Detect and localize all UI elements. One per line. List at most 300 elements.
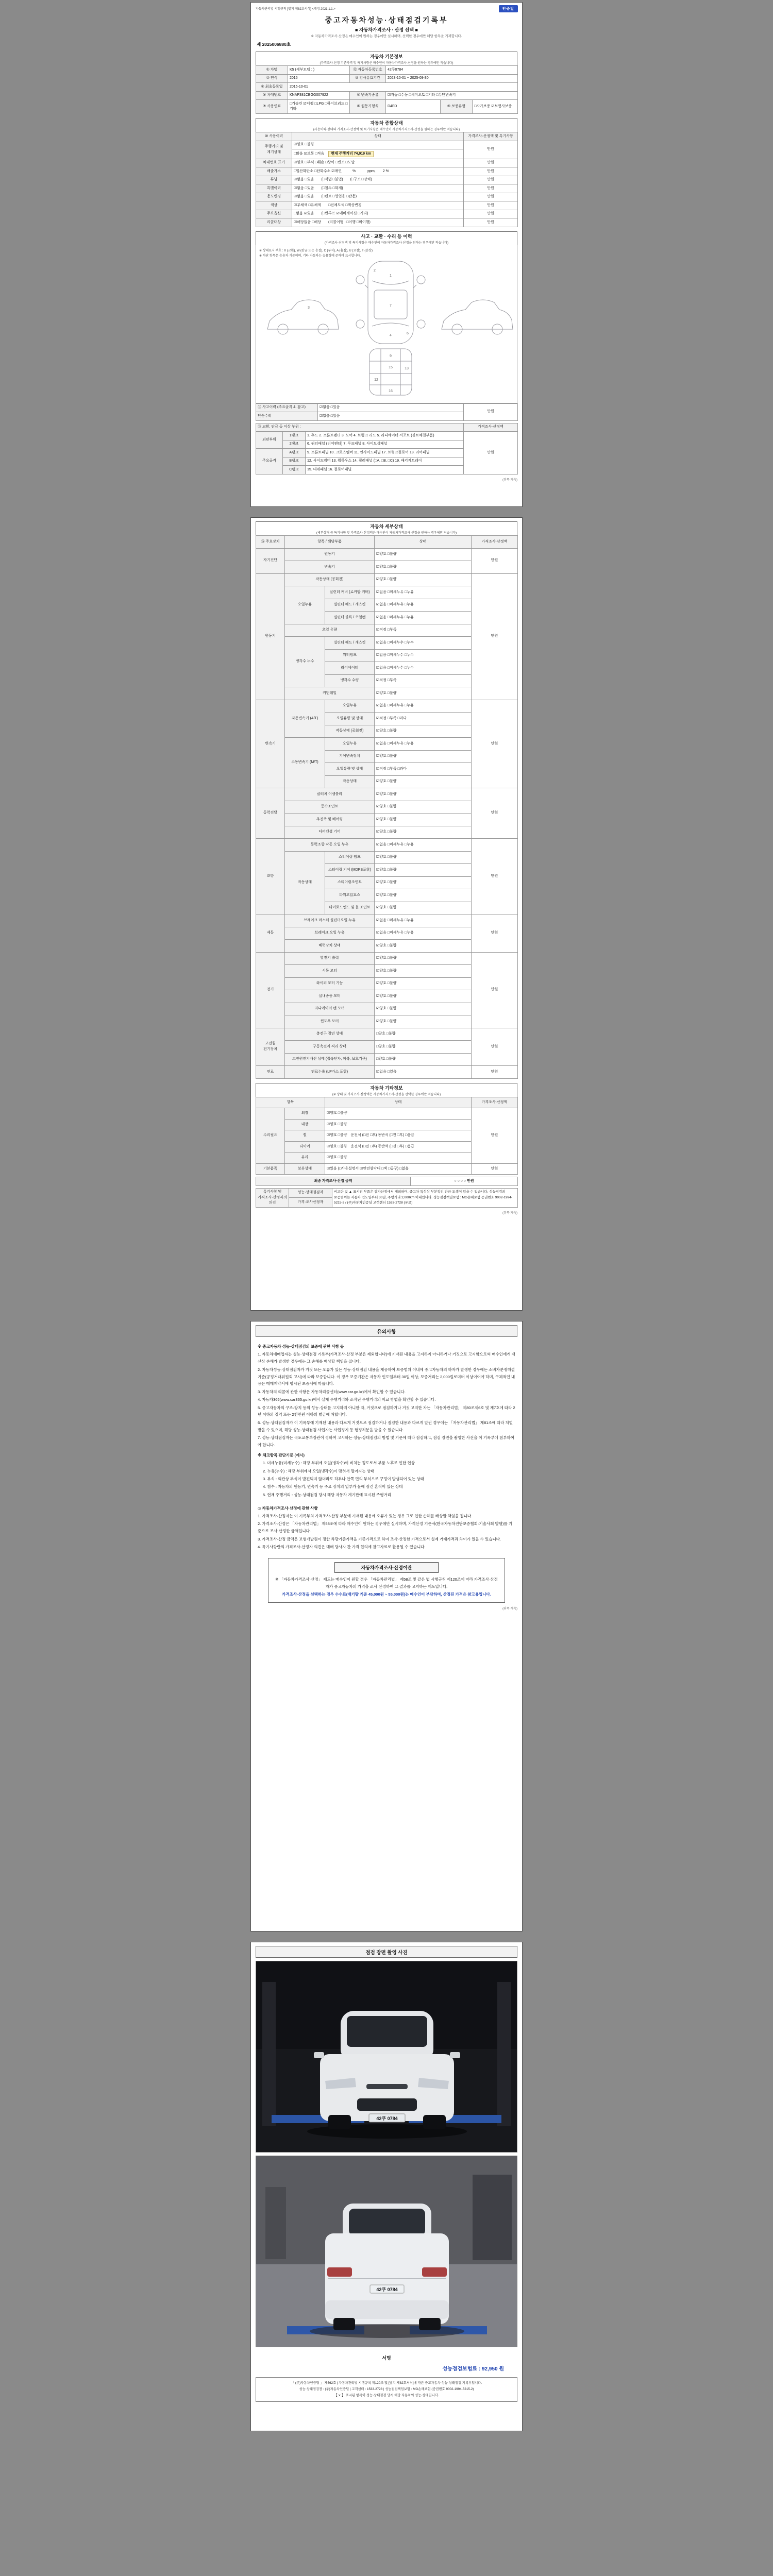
cell[interactable]: ☑적정 □부족 □과다 [375, 763, 472, 776]
cell: 오일누유 [325, 738, 375, 751]
cell: 자기진단 [256, 548, 285, 573]
cell: 만원 [464, 159, 518, 167]
cell: 색상 [256, 201, 292, 210]
section-basic-info-title: 자동차 기본정보 [370, 54, 403, 59]
cell[interactable]: □양호 □불량 [375, 1028, 472, 1041]
cell[interactable]: ☑없음 □미세누수 □누수 [375, 649, 472, 662]
wheel-icon [417, 276, 425, 284]
cell: 라디에이터 [325, 662, 375, 675]
cell[interactable]: ☑있음 (□사용설명서 ☑안전삼각대 □잭 □공구) □없음 [325, 1163, 472, 1175]
recall-checkboxes[interactable]: ☑해당없음 □해당 (리콜이행 : □이행 □미이행) [292, 218, 464, 227]
rear-window [349, 2209, 425, 2235]
special-history-checkboxes[interactable]: ☑없음 □있음 (□침수 □화재) [292, 184, 464, 193]
cell: 가격조사·산정액 및 특기사항 [464, 132, 518, 141]
section-etc-note: (※ 상태 및 가격조사·산정액은 자동차가격조사·산정을 선택한 경우에만 적습니다) [332, 1093, 441, 1096]
side-mirror [314, 2052, 324, 2058]
cell[interactable]: ☑양호 □불량 [375, 725, 472, 738]
cell[interactable]: ☑양호 □불량 [375, 814, 472, 826]
inspection-photo-front [256, 1961, 517, 2153]
cell: 최종 가격조사·산정 금액 [256, 1177, 411, 1186]
cell: 추진축 및 베어링 [285, 814, 375, 826]
cell: 윈도우 모터 [285, 1015, 375, 1028]
cell: 만원 [472, 1066, 518, 1079]
cell: 실린더 블록 / 오일팬 [325, 612, 375, 624]
grille [366, 2084, 408, 2089]
cell[interactable]: ☑양호 □불량 [325, 1108, 472, 1120]
cell: 만원 [472, 548, 518, 573]
cell[interactable]: ☑양호 □불량 [375, 864, 472, 877]
cell: 작동상태 [325, 775, 375, 788]
rear-bumper [325, 2300, 449, 2319]
cell: 수리필요 [256, 1108, 285, 1164]
issuer-badge: 인증딜 [499, 5, 518, 12]
cell: 주행거리 및 계기상태 [256, 141, 292, 159]
cell[interactable]: ☑양호 □불량 운전석 (□전 □후) 동반석 (□전 □후) □응급 [325, 1130, 472, 1142]
document-number: 제 2025006880호 [257, 42, 291, 47]
cell: 고전원 전기장치 [256, 1028, 285, 1066]
photos-title: 점검 장면 촬영 사진 [256, 1946, 517, 1958]
section-accident-title: 사고 · 교환 · 수리 등 이력 [361, 233, 412, 239]
cell[interactable]: ☑양호 □불량 [375, 1003, 472, 1015]
license-plate-number: 42쿠 0784 [376, 2287, 398, 2292]
section-detail-header [256, 521, 517, 535]
cell: ⑨ 보증유형 [441, 100, 473, 114]
transmission-checkboxes[interactable]: ☑자동 □수동 □세미오토 □기타 □무단변속기 [386, 91, 518, 100]
notice-line: 【 ∨ 】 표시된 항목이 성능·상태점검 당시 해당 자동차의 성능·상태입니다. [334, 2393, 439, 2397]
panel-number-quarter: 6 [407, 331, 409, 335]
notice-line: 성능·상태점검장 : (주)자동차인증딜 | 고객센터 : 1533-2728 | 성능점검책임보험 : MG손해보험 (증권번호 9002-1994-5215-2) [299, 2387, 474, 2391]
cell: 브레이크 오일 누유 [285, 927, 375, 940]
cell: 2023-10-01 ~ 2025-09-30 [386, 74, 518, 83]
cell: 브레이크 마스터 실린더오일 누유 [285, 914, 375, 927]
simple-repair-checkboxes[interactable]: ☑없음 □있음 [318, 412, 464, 421]
side-mirror [450, 2052, 460, 2058]
warranty-checkboxes[interactable]: □자가보증 ☑보험사보증 [473, 100, 518, 114]
notice-line: 7. 성능·상태점검자는 국토교통부장관이 정하여 고시하는 성능·상태점검의 방법 및 기준에 따라 점검하고, 점검 장면을 촬영한 사진을 이 기록부에 첨부하여야 합니다. [258, 1435, 514, 1447]
usage-change-checkboxes[interactable]: ☑없음 □있음 (□렌트 □영업용 □관용) [292, 193, 464, 201]
cell: 조향 [256, 839, 285, 914]
continue-note: (뒤쪽 계속) [502, 478, 517, 482]
cell: 오일누유 [325, 700, 375, 713]
mileage-level-checkboxes: □많음 ☑보통 □적음 [294, 151, 325, 156]
cell[interactable]: ☑없음 □미세누유 □누유 [375, 839, 472, 852]
cell: K5 (세부모델 : ) [288, 66, 350, 75]
cell: ⑫ 자동차등록번호 [350, 66, 386, 75]
panel-number-roof: 7 [390, 303, 392, 308]
inspector-opinion: 비고란 및 ▲ 표시된 부품은 감가산정에서 제외하며, 중고차 특성상 부분적인 판금·도색이 있을 수 있습니다. 성능점검의 보증범위는 자동차 인도일부터 30일, 주행거리 2,000km 이내입니다. 성능점검책임보험 : MG손해보험 증권번호 9002-1994-5215-2 / (주)자동차인증딜 고객센터 1533-2728 (유료) [332, 1188, 518, 1208]
inspection-photo-rear [256, 2156, 517, 2347]
cell: ⑯ 주요장치 [256, 536, 285, 549]
cell: 내장 [285, 1119, 325, 1130]
cell[interactable]: ☑양호 □불량 [375, 952, 472, 965]
current-mileage-value: 현재 주행거리 74,019 km [328, 151, 374, 158]
taillight [327, 2267, 352, 2277]
cell: 수동변속기 (M/T) [285, 738, 325, 788]
cell[interactable]: ☑양호 □불량 [375, 687, 472, 700]
cell: 커먼레일 [285, 687, 375, 700]
tire [419, 2318, 441, 2330]
notice-line: 6. 성능·상태점검자가 이 기록부에 기재된 내용과 다르게 거짓으로 점검하거나 점검한 내용과 다르게 알린 경우에는 「자동차관리법」 제81조에 따라 처벌받을 수 있으며, 해당 성능·상태점검 사업자는 사업정지 등 행정처분을 받을 수 있습니다. [258, 1420, 513, 1432]
cell: 만원 [464, 210, 518, 218]
cell: 실린더 헤드 / 개스킷 [325, 599, 375, 612]
cell: 만원 [464, 201, 518, 210]
car-right-profile-outline [442, 300, 513, 329]
cell: 상태 [325, 1097, 472, 1108]
cell: 보유상태 [285, 1163, 325, 1175]
panel-number-trunk: 4 [390, 333, 392, 337]
cell: ⑤ 차대번호 [256, 91, 288, 100]
cell: 항목 / 해당부품 [285, 536, 375, 549]
cell[interactable]: ☑양호 □불량 [375, 851, 472, 864]
notice-line: 3. 가격조사·산정 금액은 보험개발원이 정한 차량기준가액을 기준가격으로 하여 조사·산정한 가격으로서 실제 거래가격과 차이가 있을 수 있습니다. [258, 1536, 501, 1541]
cell[interactable]: □양호 □불량 [375, 1053, 472, 1066]
cell: 2015-10-01 [288, 83, 518, 92]
cell[interactable]: ☑양호 □불량 [375, 775, 472, 788]
cell[interactable]: ☑양호 □불량 [375, 902, 472, 914]
cell: 연료누출 (LP가스 포함) [285, 1066, 375, 1079]
cell: 구동축전지 격리 상태 [285, 1041, 375, 1054]
tuning-checkboxes[interactable]: ☑없음 □있음 (□적법 □불법) (□구조 □장치) [292, 176, 464, 184]
cell[interactable]: ☑없음 □미세누유 □누유 [375, 927, 472, 940]
opinion-table [256, 1188, 518, 1208]
notice-line: ※ 중고자동차 성능·상태점검의 보증에 관한 사항 등 [258, 1344, 344, 1349]
overall-condition-table [256, 132, 518, 227]
cell: 만원 [472, 700, 518, 788]
wheel-icon [356, 320, 364, 328]
section-accident-note: (가격조사·산정액 및 특기사항은 매수인이 자동차가격조사·산정을 원하는 경우에만 적습니다) [325, 241, 448, 245]
document-column [250, 0, 523, 2431]
car-damage-diagram [259, 258, 520, 398]
cell: 시동 모터 [285, 965, 375, 978]
cell: 튜닝 [256, 176, 292, 184]
cell[interactable]: ☑양호 □불량 [375, 876, 472, 889]
notice-line: 3. 부식 : 외관상 부식이 발견되지 않더라도 하부나 안쪽 면의 부식으로 구멍이 발생되어 있는 상태 [263, 1476, 424, 1481]
cell: ⑥ 변속기종류 [350, 91, 386, 100]
cell[interactable]: ☑없음 □미세누유 □누유 [375, 914, 472, 927]
cell: 가격조사·산정액 [464, 423, 518, 432]
cell[interactable]: ☑없음 □미세누유 □누유 [375, 586, 472, 599]
cell: 오일유량 및 상태 [325, 713, 375, 725]
panel-number-hood: 1 [390, 274, 392, 278]
cell: 자동변속기 (A/T) [285, 700, 325, 738]
cell: 작동상태 (공회전) [285, 573, 375, 586]
tire [328, 2115, 351, 2129]
cell: 15. 대쉬패널 16. 플로어패널 [306, 466, 464, 474]
color-checkboxes[interactable]: ☑무채색 □유채색 □전체도색 □색상변경 [292, 201, 464, 210]
cell: 만원 [472, 1108, 518, 1164]
cell: 실내송풍 모터 [285, 990, 375, 1003]
odometer-state-checkboxes[interactable]: ☑양호 □불량 [292, 141, 464, 149]
cell: 파워고압호스 [325, 889, 375, 902]
cell[interactable]: ☑양호 □불량 [375, 826, 472, 839]
cell[interactable]: ☑양호 □불량 [375, 548, 472, 561]
price-assessment-info-box [268, 1558, 505, 1603]
cell[interactable]: ☑적정 □부족 □과다 [375, 713, 472, 725]
form-reference: 자동차관리법 시행규칙 [별지 제82호서식] <개정 2021.1.1.> [256, 8, 335, 11]
cell: 라디에이터 팬 모터 [285, 1003, 375, 1015]
cell: 유리 [285, 1153, 325, 1164]
car-left-profile-outline [267, 300, 339, 329]
notice-line: ※ 체크항목 판단기준 (예시) [258, 1452, 305, 1458]
continue-note: (뒤쪽 계속) [502, 1607, 517, 1611]
cell: 주요옵션 [256, 210, 292, 218]
cell[interactable]: ☑없음 □있음 [375, 1066, 472, 1079]
cell: 만원 [472, 573, 518, 700]
registration-number: 42쿠0784 [386, 66, 518, 75]
cell: 만원 [472, 914, 518, 953]
cell: 변속기 [285, 561, 375, 574]
notice-line: ※ 「자동차가격조사·산정」 제도는 매수인이 원할 경우 「자동차관리법」 제58조 및 같은 법 시행규칙 제120조에 따라 가격조사·산정자가 중고자동차의 가격을 조사·산정하여 그 결과를 고지하는 제도입니다. [275, 1577, 498, 1589]
cell: 만원 [464, 176, 518, 184]
cell: 충전구 절연 상태 [285, 1028, 375, 1041]
cell[interactable]: ☑없음 □미세누수 □누수 [375, 637, 472, 650]
cell[interactable]: ☑양호 □불량 [325, 1153, 472, 1164]
cell: 만원 [464, 167, 518, 176]
section-etc-header [256, 1083, 517, 1097]
cell: 동력전달 [256, 788, 285, 839]
cell: C랭크 [283, 466, 306, 474]
cell[interactable]: ☑양호 □불량 [375, 561, 472, 574]
basic-info-table [256, 65, 518, 114]
sheet-page-3 [250, 1321, 523, 1931]
section-basic-info-header [256, 52, 517, 65]
notice-line: 가격조사·산정을 선택하는 경우 수수료(배기량 기준 45,000원 ~ 55,000원)는 매수인이 부담하며, 산정된 가격은 참고용입니다. [282, 1592, 491, 1597]
cell: 성능·상태점검자 [289, 1188, 332, 1198]
cell: 와이퍼 모터 기능 [285, 977, 375, 990]
cell: 1. 후드 2. 프론트펜더 3. 도어 4. 트렁크 리드 5. 라디에이터 서포트 (볼트체결부품) [306, 432, 464, 440]
cell: 냉각수 수량 [325, 674, 375, 687]
cell: 9. 프론트패널 10. 크로스멤버 11. 인사이드패널 17. 트렁크플로어 18. 리어패널 [306, 449, 464, 457]
cell: 배출가스 [256, 167, 292, 176]
cell: 만원 [464, 193, 518, 201]
cell: 연료 [256, 1066, 285, 1079]
wheel-icon [356, 276, 364, 284]
cell[interactable]: ☑없음 □미세누유 □누유 [375, 599, 472, 612]
cell: B랭크 [283, 457, 306, 466]
notice-line: 4. 침수 : 자동차의 원동기, 변속기 등 주요 장치의 일부가 물에 잠긴 흔적이 있는 상태 [263, 1484, 403, 1489]
section-detail-note: (세부상태 중 특기사항 및 가격조사·산정액은 매수인이 자동차가격조사·산정을 원하는 경우에만 적습니다) [316, 532, 457, 535]
tire [423, 2115, 446, 2129]
cell: 고전원전기배선 상태 (접속단자, 피복, 보호기구) [285, 1053, 375, 1066]
cell: 특기사항 및 가격조사·산정자의 의견 [256, 1188, 289, 1208]
cell: ⑮ 교환, 판금 등 이상 부위 : [256, 423, 464, 432]
cell: ⑭ 사고이력 (주요골격 4. 참고) [256, 403, 318, 412]
garage-cabinet [265, 2187, 286, 2259]
cell: 원동기 [285, 548, 375, 561]
cell[interactable]: ☑양호 □불량 [375, 801, 472, 814]
price-assessment-box-title: 자동차가격조사·산정이란 [334, 1562, 439, 1573]
vin: KNAP381CBGG007922 [288, 91, 350, 100]
signature-label[interactable]: 서명 [382, 2355, 391, 2361]
cell: 2랭크 [283, 440, 306, 449]
cell: 만원 [472, 952, 518, 1028]
notice-line: 4. 특기사항란의 가격조사·산정자 의견은 매매 당사자 간 가격 협의에 참고자료로 활용될 수 있습니다. [258, 1544, 426, 1549]
cell: 기본품목 [256, 1163, 285, 1175]
cell: ② 연식 [256, 74, 288, 83]
notice-line: ◎ 자동차가격조사·산정에 관한 사항 [258, 1505, 318, 1511]
taillight [422, 2267, 447, 2277]
cell: 전기 [256, 952, 285, 1028]
notice-line: 1. 자동차매매업자는 성능·상태점검 기록부(가격조사·산정 부분은 제외합니다)에 기재된 내용을 고지하지 아니하거나 거짓으로 고지함으로써 매수인에게 재산상 손해가 발생한 경우에는 그 손해를 배상할 책임을 집니다. [258, 1352, 515, 1364]
diagram-legend-2: ※ 하단 항목은 승용차 기준이며, 기타 자동차는 승용형에 준하여 표시합니다. [259, 254, 361, 258]
fineprint-box [256, 2377, 517, 2402]
cell: 기어변속장치 [325, 750, 375, 763]
cell: 상태 [375, 536, 472, 549]
cell: 휠 [285, 1130, 325, 1142]
cell[interactable]: ☑없음 □미세누수 □누수 [375, 662, 472, 675]
cell: 항목 [256, 1097, 325, 1108]
diagram-legend: ※ 상태표시 부호 : X (교환), W (판금 또는 용접), C (부식), A (흠집), U (요철), T (손상) [259, 249, 373, 252]
cell[interactable]: ☑양호 □불량 [375, 788, 472, 801]
cell: 가격·조사산정자 [289, 1198, 332, 1208]
cell: 1랭크 [283, 432, 306, 440]
cell: 외장 [285, 1108, 325, 1120]
cell: 제동 [256, 914, 285, 953]
page-title: 중고자동차성능·상태점검기록부 [325, 16, 448, 24]
panel-rank-table [256, 423, 518, 474]
tire [333, 2318, 355, 2330]
cell: 오일누유 [285, 586, 325, 624]
cell: ③ 검사유효기간 [350, 74, 386, 83]
emission-checkboxes[interactable]: □일산화탄소 □탄화수소 ☑매연 % ppm, 2 % [292, 167, 464, 176]
garage-door [473, 2175, 512, 2260]
cell[interactable]: 12. 사이드멤버 13. 휠하우스 14. 필러패널 (□A, □B, □C) 19. 패키지트레이 [306, 457, 464, 466]
final-assessed-price: ○ ○ ○ ○ 만원 [411, 1177, 518, 1186]
cell: 만원 [464, 184, 518, 193]
car-top-view-outline [368, 261, 413, 344]
cell[interactable]: ☑양호 □불량 [375, 965, 472, 978]
etc-info-table [256, 1097, 518, 1175]
cell[interactable]: ☑양호 □불량 [375, 750, 472, 763]
cell[interactable]: ☑양호 □불량 [375, 940, 472, 953]
accident-history-checkboxes[interactable]: ☑없음 □있음 [318, 403, 464, 412]
cell: A랭크 [283, 449, 306, 457]
section-etc-title: 자동차 기타정보 [370, 1085, 403, 1091]
cell: 디퍼렌셜 기어 [285, 826, 375, 839]
cell: 냉각수 누수 [285, 637, 325, 687]
cell: ⑧ 원동기형식 [350, 100, 386, 114]
inspection-insurance-fee: 성능점검보험료 : 92,950 원 [442, 2366, 504, 2372]
cell: 클러치 어셈블리 [285, 788, 375, 801]
cell[interactable]: ☑양호 □불량 운전석 (□전 □후) 동반석 (□전 □후) □응급 [325, 1141, 472, 1153]
options-checkboxes[interactable]: □없음 ☑있음 (□썬루프 ☑네비게이션 □기타) [292, 210, 464, 218]
lower-grille [357, 2098, 417, 2111]
panel-number-front-fender: 2 [374, 268, 376, 273]
notice-line: 2. 누유(누수) : 해당 부위에서 오일(냉각수)이 맺혀서 떨어지는 상태 [263, 1468, 375, 1473]
cell[interactable]: ☑적정 □부족 [375, 674, 472, 687]
cell: 단순수리 [256, 412, 318, 421]
notice-line: 2. 자동차성능·상태점검자가 거짓 또는 오류가 있는 성능·상태점검 내용을 제공하여 보증범위 이내에 중고자동차의 하자가 발생한 경우에는 소비자분쟁해결기준(공정거래위원회 고시)에 따라 보증합니다. 이 경우 보증기간은 자동차 인도일부터 30일 이상, 보증거리는 2,000킬로미터 이상이어야 하며, 구체적인 내용은 매매계약서에 명시된 보증서에 따릅니다. [258, 1367, 515, 1386]
cell: 만원 [464, 141, 518, 159]
cell: 만원 [472, 839, 518, 914]
cell: 배력장치 상태 [285, 940, 375, 953]
cell: 스티어링조인트 [325, 876, 375, 889]
sheet-page-4 [250, 1942, 523, 2431]
section-basic-info-note: (가격조사·산정 기준가격 및 특기사항은 매수인이 자동차가격조사·산정을 원하는 경우에만 적습니다) [320, 62, 453, 65]
cell: 작동상태 [285, 851, 325, 914]
cell[interactable]: ☑양호 □불량 [325, 1119, 472, 1130]
section-overall-title: 자동차 종합상태 [370, 121, 403, 126]
section-overall-header [256, 118, 517, 132]
cell: ⑩ 사용이력 [256, 132, 292, 141]
cell[interactable]: ☑양호 □불량 [375, 1015, 472, 1028]
cell: 주요골격 [256, 449, 283, 474]
notice-line: 5. 현재 주행거리 : 성능·상태점검 당시 해당 자동차 계기판에 표시된 주행거리 [263, 1492, 392, 1497]
windshield [347, 2016, 427, 2047]
cell[interactable]: ☑양호 □불량 [375, 977, 472, 990]
cell: 실린더 헤드 / 개스킷 [325, 637, 375, 650]
cell: 차대번호 표기 [256, 159, 292, 167]
cell: 만원 [464, 218, 518, 227]
cell: 2016 [288, 74, 350, 83]
vin-marking-checkboxes[interactable]: ☑양호 □부식 □훼손 □상이 □변조 □도말 [292, 159, 464, 167]
continue-note: (뒤쪽 계속) [502, 1212, 517, 1215]
notice-line: 5. 중고자동차의 구조·장치 등의 성능·상태를 고지하지 아니한 자, 거짓으로 점검하거나 거짓 고지한 자는 「자동차관리법」 제80조제6호 및 제7호에 따라 2년 이하의 징역 또는 2천만원 이하의 벌금에 처합니다. [258, 1405, 515, 1417]
cell[interactable]: ☑양호 □불량 [375, 573, 472, 586]
cell[interactable]: □양호 □불량 [375, 1041, 472, 1054]
panel-number-wheelhouse: 13 [405, 366, 409, 370]
notice-line: 4. 자동차365(www.car365.go.kr)에서 실제 주행거리와 조작된 주행거리의 비교 방법을 확인할 수 있습니다. [258, 1397, 436, 1402]
cell: 실린더 커버 (로커암 커버) [325, 586, 375, 599]
cell: 등속조인트 [285, 801, 375, 814]
cell: 만원 [464, 432, 518, 474]
cell: 오일 유량 [285, 624, 375, 637]
cell: 변속기 [256, 700, 285, 788]
cell: 용도변경 [256, 193, 292, 201]
notice-line: 1. 가격조사·산정자는 이 기록부의 가격조사·산정 부분에 기재된 내용에 오류가 있는 경우 그로 인한 손해를 배상할 책임을 집니다. [258, 1513, 473, 1518]
cell: 워터펌프 [325, 649, 375, 662]
cell: 오일유량 및 상태 [325, 763, 375, 776]
notice-line: 「 (주)자동차인증딜 」 제562호 | 자동차관리법 시행규칙 제120조 및 [별지 제82호서식]에 따른 중고자동차 성능·상태점검 기록부입니다. [291, 2381, 482, 2385]
panel-number-front-panel: 9 [390, 354, 392, 358]
section-detail-title: 자동차 세부상태 [370, 524, 403, 529]
cell[interactable]: ☑없음 □미세누유 □누유 [375, 700, 472, 713]
cell: 발전기 출력 [285, 952, 375, 965]
cell[interactable]: ☑없음 □미세누유 □누유 [375, 738, 472, 751]
notice-line: 1. 미세누유(미세누수) : 해당 부위에 오일(냉각수)이 비치는 정도로서 부품 노후로 인한 현상 [263, 1461, 415, 1466]
cell: 리콜대상 [256, 218, 292, 227]
cell: 원동기 [256, 573, 285, 700]
cell[interactable]: ☑없음 □미세누유 □누유 [375, 612, 472, 624]
cell[interactable]: ☑양호 □불량 [375, 990, 472, 1003]
sheet-page-1 [250, 2, 523, 507]
cell: 6. 쿼터패널 (리어펜더) 7. 루프패널 8. 사이드실패널 [306, 440, 464, 449]
panel-number-side-member: 12 [374, 378, 378, 382]
cell: D4FD [386, 100, 441, 114]
cell: 타이어 [285, 1141, 325, 1153]
cell: 가격조사·산정액 [472, 1097, 518, 1108]
section-overall-note: (사용이력·상태의 가격조사·산정액 및 특기사항은 매수인이 자동차가격조사·산정을 원하는 경우에만 적습니다) [313, 128, 460, 131]
fuel-checkboxes[interactable]: □가솔린 ☑디젤 □LPG □하이브리드 □기타 [288, 100, 350, 114]
car-diagram-box [256, 245, 517, 403]
final-price-table [256, 1177, 518, 1186]
cell: 스티어링 기어 (MDPS포함) [325, 864, 375, 877]
cell: 외판부위 [256, 432, 283, 449]
cell: ④ 최초등록일 [256, 83, 288, 92]
page-subtitle-note: ※ 자동차가격조사·산정은 매수인이 원하는 경우에만 실시하며, 선택한 경우에만 해당 항목을 기재합니다. [311, 35, 462, 38]
cell[interactable]: ☑양호 □불량 [375, 889, 472, 902]
cell: ① 차명 [256, 66, 288, 75]
mileage-row[interactable] [292, 149, 464, 159]
cell: 만원 [472, 1163, 518, 1175]
notice-body [256, 1337, 517, 1551]
cell: 동력조향 작동 오일 누유 [285, 839, 375, 852]
notice-line: 3. 자동차의 리콜에 관한 사항은 자동차리콜센터(www.car.go.kr)에서 확인할 수 있습니다. [258, 1389, 406, 1394]
cell: 특별이력 [256, 184, 292, 193]
sheet-page-2 [250, 517, 523, 1311]
cell[interactable]: ☑적정 □부족 [375, 624, 472, 637]
notice-line: 2. 가격조사·산정은 「자동차관리법」 제58조에 따라 매수인이 원하는 경우에만 실시하며, 가격산정 기준서(한국자동차진단보증협회·기술사회 발행)를 기준으로 조사·산정한 금액입니다. [258, 1521, 513, 1534]
